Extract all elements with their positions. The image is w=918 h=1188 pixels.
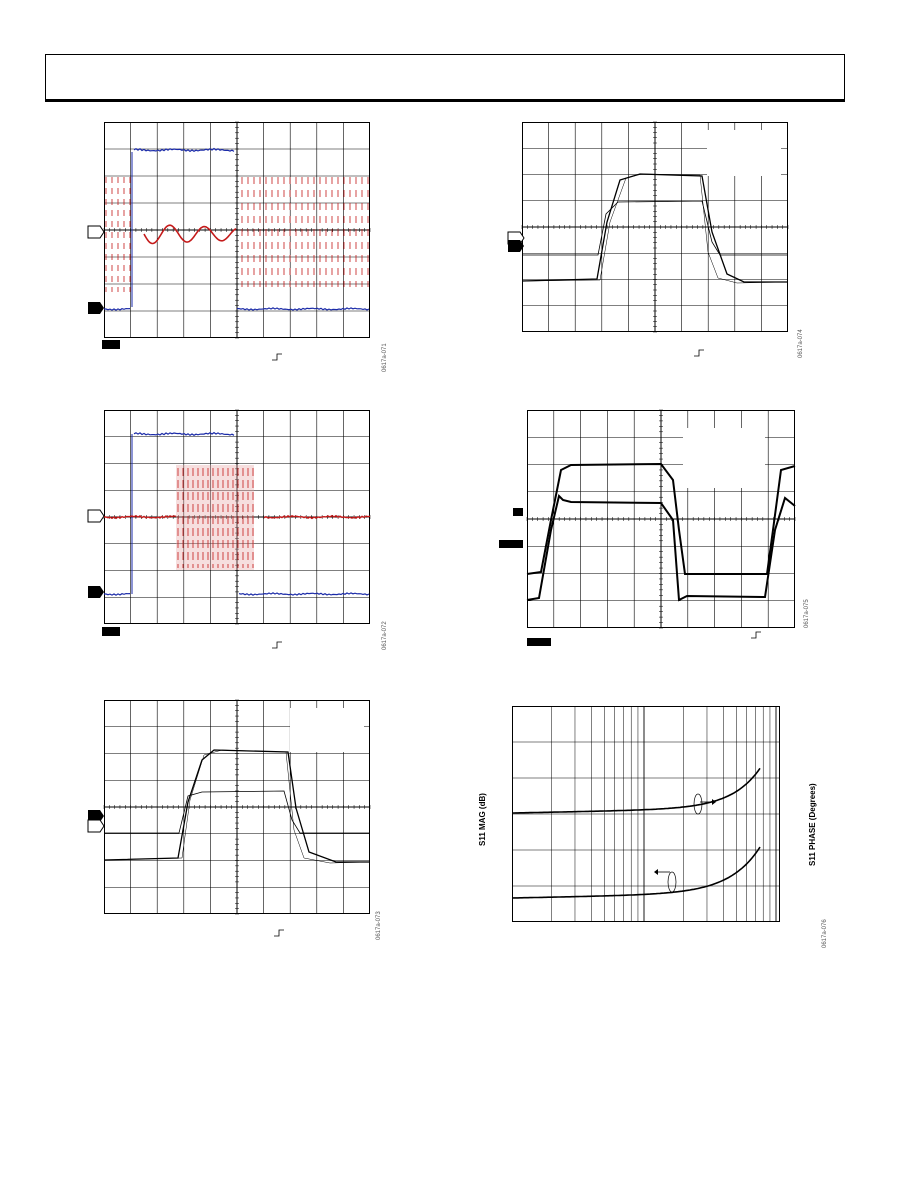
channel-marker-outline (88, 510, 104, 522)
scope-screen-5 (104, 700, 370, 914)
blue-trace-low (104, 309, 130, 311)
blue-trace-low (104, 594, 130, 596)
trigger-icon (751, 632, 761, 638)
channel-label-box (102, 627, 120, 636)
scope-screen-3 (104, 410, 370, 624)
s11-phase-axis-label: S11 PHASE (Degrees) (808, 783, 817, 866)
channel-label-box (527, 638, 551, 646)
channel-marker-outline (88, 226, 104, 238)
red-trace-ringing (144, 225, 236, 243)
channel-label-box (499, 540, 523, 548)
scope-figure-5 (104, 700, 370, 914)
figure-id-4: 0617a-075 (804, 599, 810, 628)
scope-screen-4 (527, 410, 795, 628)
figure-id-3: 0617a-072 (382, 621, 388, 650)
scope-screen-2 (522, 122, 788, 332)
scope-figure-1 (104, 122, 370, 338)
s11-plot-area (512, 706, 780, 922)
blue-trace-low (239, 593, 369, 595)
channel-label-box (102, 340, 120, 349)
legend-box (707, 130, 781, 176)
legend-box (683, 428, 765, 488)
figure-id-2: 0617a-074 (798, 329, 804, 358)
figure-id-5: 0617a-073 (376, 911, 382, 940)
channel-label-box (513, 508, 523, 516)
trigger-icon (272, 354, 282, 360)
scope-screen-1 (104, 122, 370, 338)
legend-box (290, 708, 364, 752)
channel-marker-outline (88, 820, 104, 832)
channel-marker-filled (88, 302, 104, 314)
figure-id-1: 0617a-071 (382, 343, 388, 372)
trigger-icon (274, 930, 284, 936)
figure-id-6: 0617a-076 (822, 919, 828, 948)
s11-mag-axis-label: S11 MAG (dB) (478, 793, 487, 846)
curve-marker-ellipse (668, 872, 676, 892)
blue-trace-low (237, 308, 369, 310)
trigger-icon (694, 350, 704, 356)
scope-figure-2 (522, 122, 788, 332)
scope-figure-3 (104, 410, 370, 624)
s11-phase-curve (512, 847, 760, 898)
arrow-right-icon (712, 799, 716, 805)
channel-marker-filled (88, 586, 104, 598)
s11-magnitude-curve (512, 768, 760, 813)
arrow-left-icon (654, 869, 658, 875)
page-header-box (45, 54, 845, 102)
trigger-icon (272, 642, 282, 648)
scope-figure-4 (527, 410, 795, 628)
s11-plot-figure (512, 706, 780, 922)
